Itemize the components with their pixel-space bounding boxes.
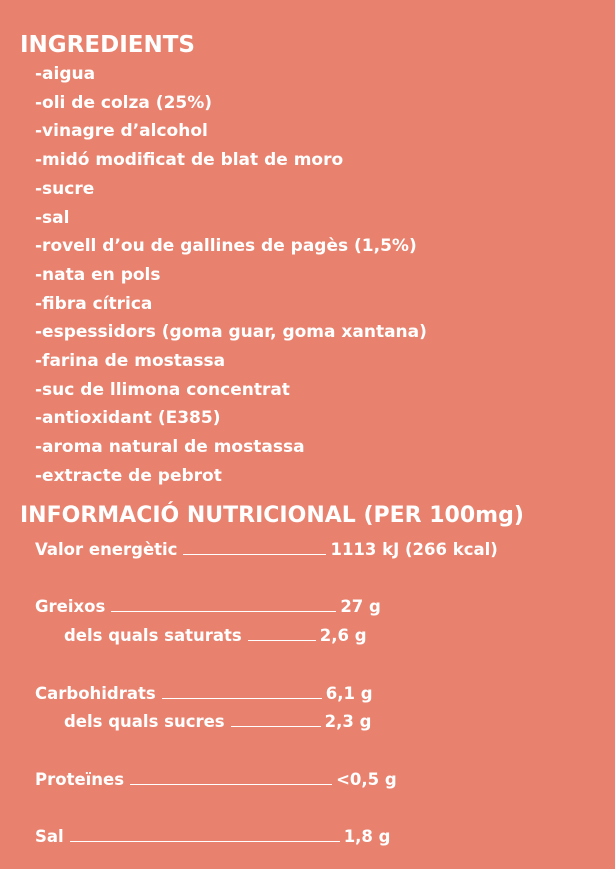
ingredients-list [35,60,427,491]
leader-line [111,597,336,612]
ingredient-item: -suc de llimona concentrat [35,379,290,400]
nutrition-label: Proteïnes [35,770,125,789]
leader-line [70,827,340,842]
nutrition-label: dels quals saturats [64,626,242,645]
ingredient-item: -aroma natural de mostassa [35,437,305,458]
nutrition-row-sugars [64,711,371,733]
ingredient-item: -farina de mostassa [35,351,226,372]
nutrition-label: dels quals sucres [64,712,225,731]
nutrition-value: 1,8 g [343,827,391,846]
nutrition-value: 2,3 g [324,712,372,731]
leader-line [183,540,326,555]
nutrition-value: 6,1 g [325,684,373,703]
nutrition-label: Valor energètic [35,540,178,559]
ingredient-item: -sal [35,207,70,228]
nutrition-row-carbs [35,683,373,705]
nutrition-value: <0,5 g [336,770,397,789]
ingredient-item: -extracte de pebrot [35,465,222,486]
ingredient-item: -oli de colza (25%) [35,92,213,113]
nutrition-row-salt [35,826,390,848]
nutrition-heading: INFORMACIÓ NUTRICIONAL (PER 100mg) [20,503,524,528]
nutrition-row-fat [35,596,381,618]
nutrition-label: Carbohidrats [35,684,156,703]
ingredient-item: -midó modificat de blat de moro [35,150,344,171]
ingredient-item: -espessidors (goma guar, goma xantana) [35,322,427,343]
ingredient-item: -sucre [35,178,95,199]
nutrition-row-protein [35,769,397,791]
nutrition-row-energy [35,539,498,561]
leader-line [162,684,322,699]
nutrition-row-saturated [64,625,367,647]
leader-line [248,626,316,641]
ingredient-item: -fibra cítrica [35,293,153,314]
leader-line [130,770,332,785]
nutrition-label: Greixos [35,597,106,616]
leader-line [231,712,321,727]
ingredient-item: -antioxidant (E385) [35,408,221,429]
ingredient-item: -nata en pols [35,264,161,285]
ingredient-item: -vinagre d’alcohol [35,121,208,142]
nutrition-value: 27 g [340,597,381,616]
ingredient-item: -aigua [35,64,96,84]
ingredient-item: -rovell d’ou de gallines de pagès (1,5%) [35,236,417,257]
nutrition-label: Sal [35,827,64,846]
nutrition-value: 2,6 g [319,626,367,645]
ingredients-heading: INGREDIENTS [20,32,195,58]
nutrition-value: 1113 kJ (266 kcal) [330,540,498,559]
